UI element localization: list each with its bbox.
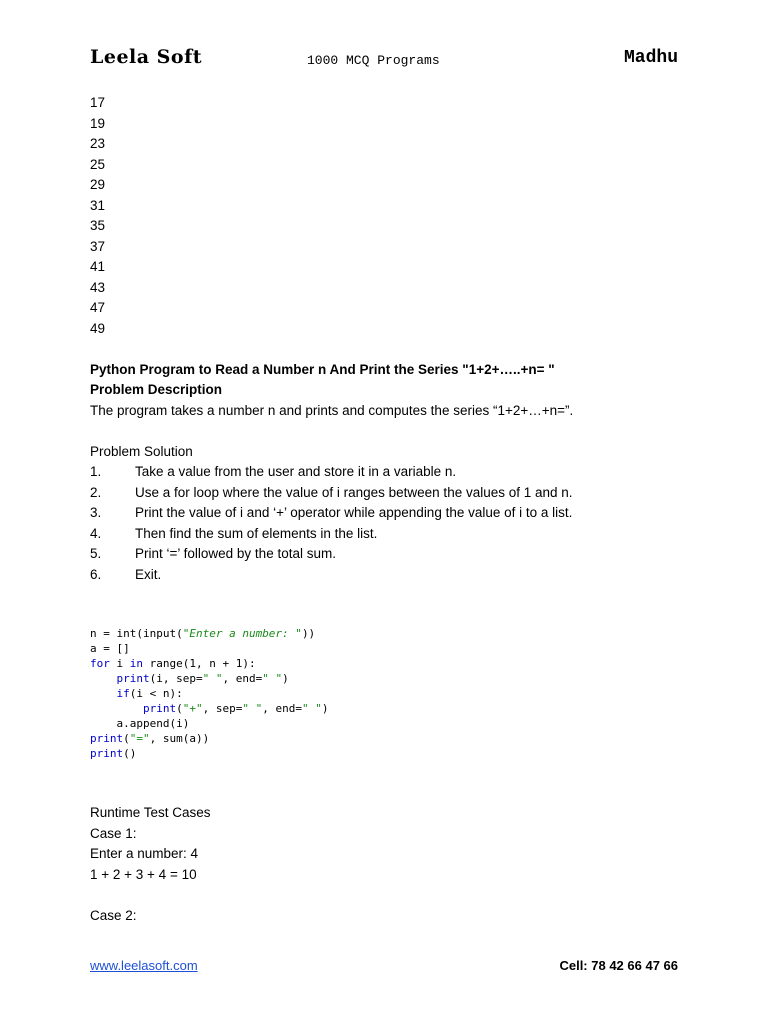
step-text: Exit. [135,566,162,582]
list-item: 37 [90,238,106,254]
step-text: Use a for loop where the value of i ranges between the values of 1 and n. [135,484,573,500]
list-item: 43 [90,279,106,295]
test-cases-heading: Runtime Test Cases [90,805,211,820]
list-item: 25 [90,156,106,172]
number-list [90,93,690,339]
list-item: 17 [90,95,106,110]
list-item: 49 [90,320,106,336]
step-number: 5. [90,546,102,561]
case-input: Enter a number: 4 [90,846,199,861]
step-text: Print the value of i and ‘+’ operator while appending the value of i to a list. [135,505,573,520]
code-line: print(i, sep=" ", end=" ") [116,672,289,685]
spacer [90,885,690,906]
list-item: 41 [90,259,106,274]
step-item [90,544,690,565]
header-author: Madhu [623,48,678,68]
list-item: 19 [90,115,106,131]
spacer [90,339,690,360]
step-text: Print ‘=’ followed by the total sum. [135,546,336,561]
step-item [90,565,690,586]
step-item [90,524,690,545]
code-block [90,626,690,761]
page-header [90,44,678,78]
step-text: Take a value from the user and store it in a variable n. [135,464,457,479]
solution-heading: Problem Solution [90,443,193,459]
list-item: 29 [90,177,106,192]
spacer [90,761,690,803]
list-item: 31 [90,197,106,213]
code-line: print("+", sep=" ", end=" ") [142,702,329,715]
program-title: Python Program to Read a Number n And Print the Series "1+2+…..+n= " [90,361,555,377]
step-number: 3. [90,505,102,520]
step-number: 1. [90,464,102,479]
code-line: a.append(i) [90,717,190,730]
code-line: a = [] [90,642,130,655]
list-item: 35 [90,218,106,233]
list-item: 23 [90,136,106,151]
brand-logo-text: Leela Soft [90,46,203,68]
code-line: n = int(input("Enter a number: ")) [90,627,316,640]
document-body [90,93,690,926]
code-line: print() [90,747,137,760]
list-item: 47 [90,300,106,315]
code-line: for i in range(1, n + 1): [90,657,256,670]
case-label: Case 1: [90,825,137,841]
case-output: 1 + 2 + 3 + 4 = 10 [90,866,197,882]
step-number: 4. [90,525,102,541]
step-item [90,462,690,483]
code-line: print("=", sum(a)) [90,732,210,745]
step-item [90,483,690,504]
description-text: The program takes a number n and prints and computes the series “1+2+…+n=”. [90,402,574,418]
spacer [90,421,690,442]
header-title: 1000 MCQ Programs [307,53,440,68]
case-label: Case 2: [90,907,137,923]
website-link[interactable]: www.leelasoft.com [90,958,198,973]
step-number: 6. [90,566,102,582]
step-text: Then find the sum of elements in the list. [135,525,378,541]
description-heading: Problem Description [90,382,223,397]
code-line: if(i < n): [116,687,183,700]
step-number: 2. [90,484,102,500]
phone-number: Cell: 78 42 66 47 66 [559,958,678,973]
spacer [90,585,690,626]
step-item [90,503,690,524]
solution-steps [90,462,690,585]
